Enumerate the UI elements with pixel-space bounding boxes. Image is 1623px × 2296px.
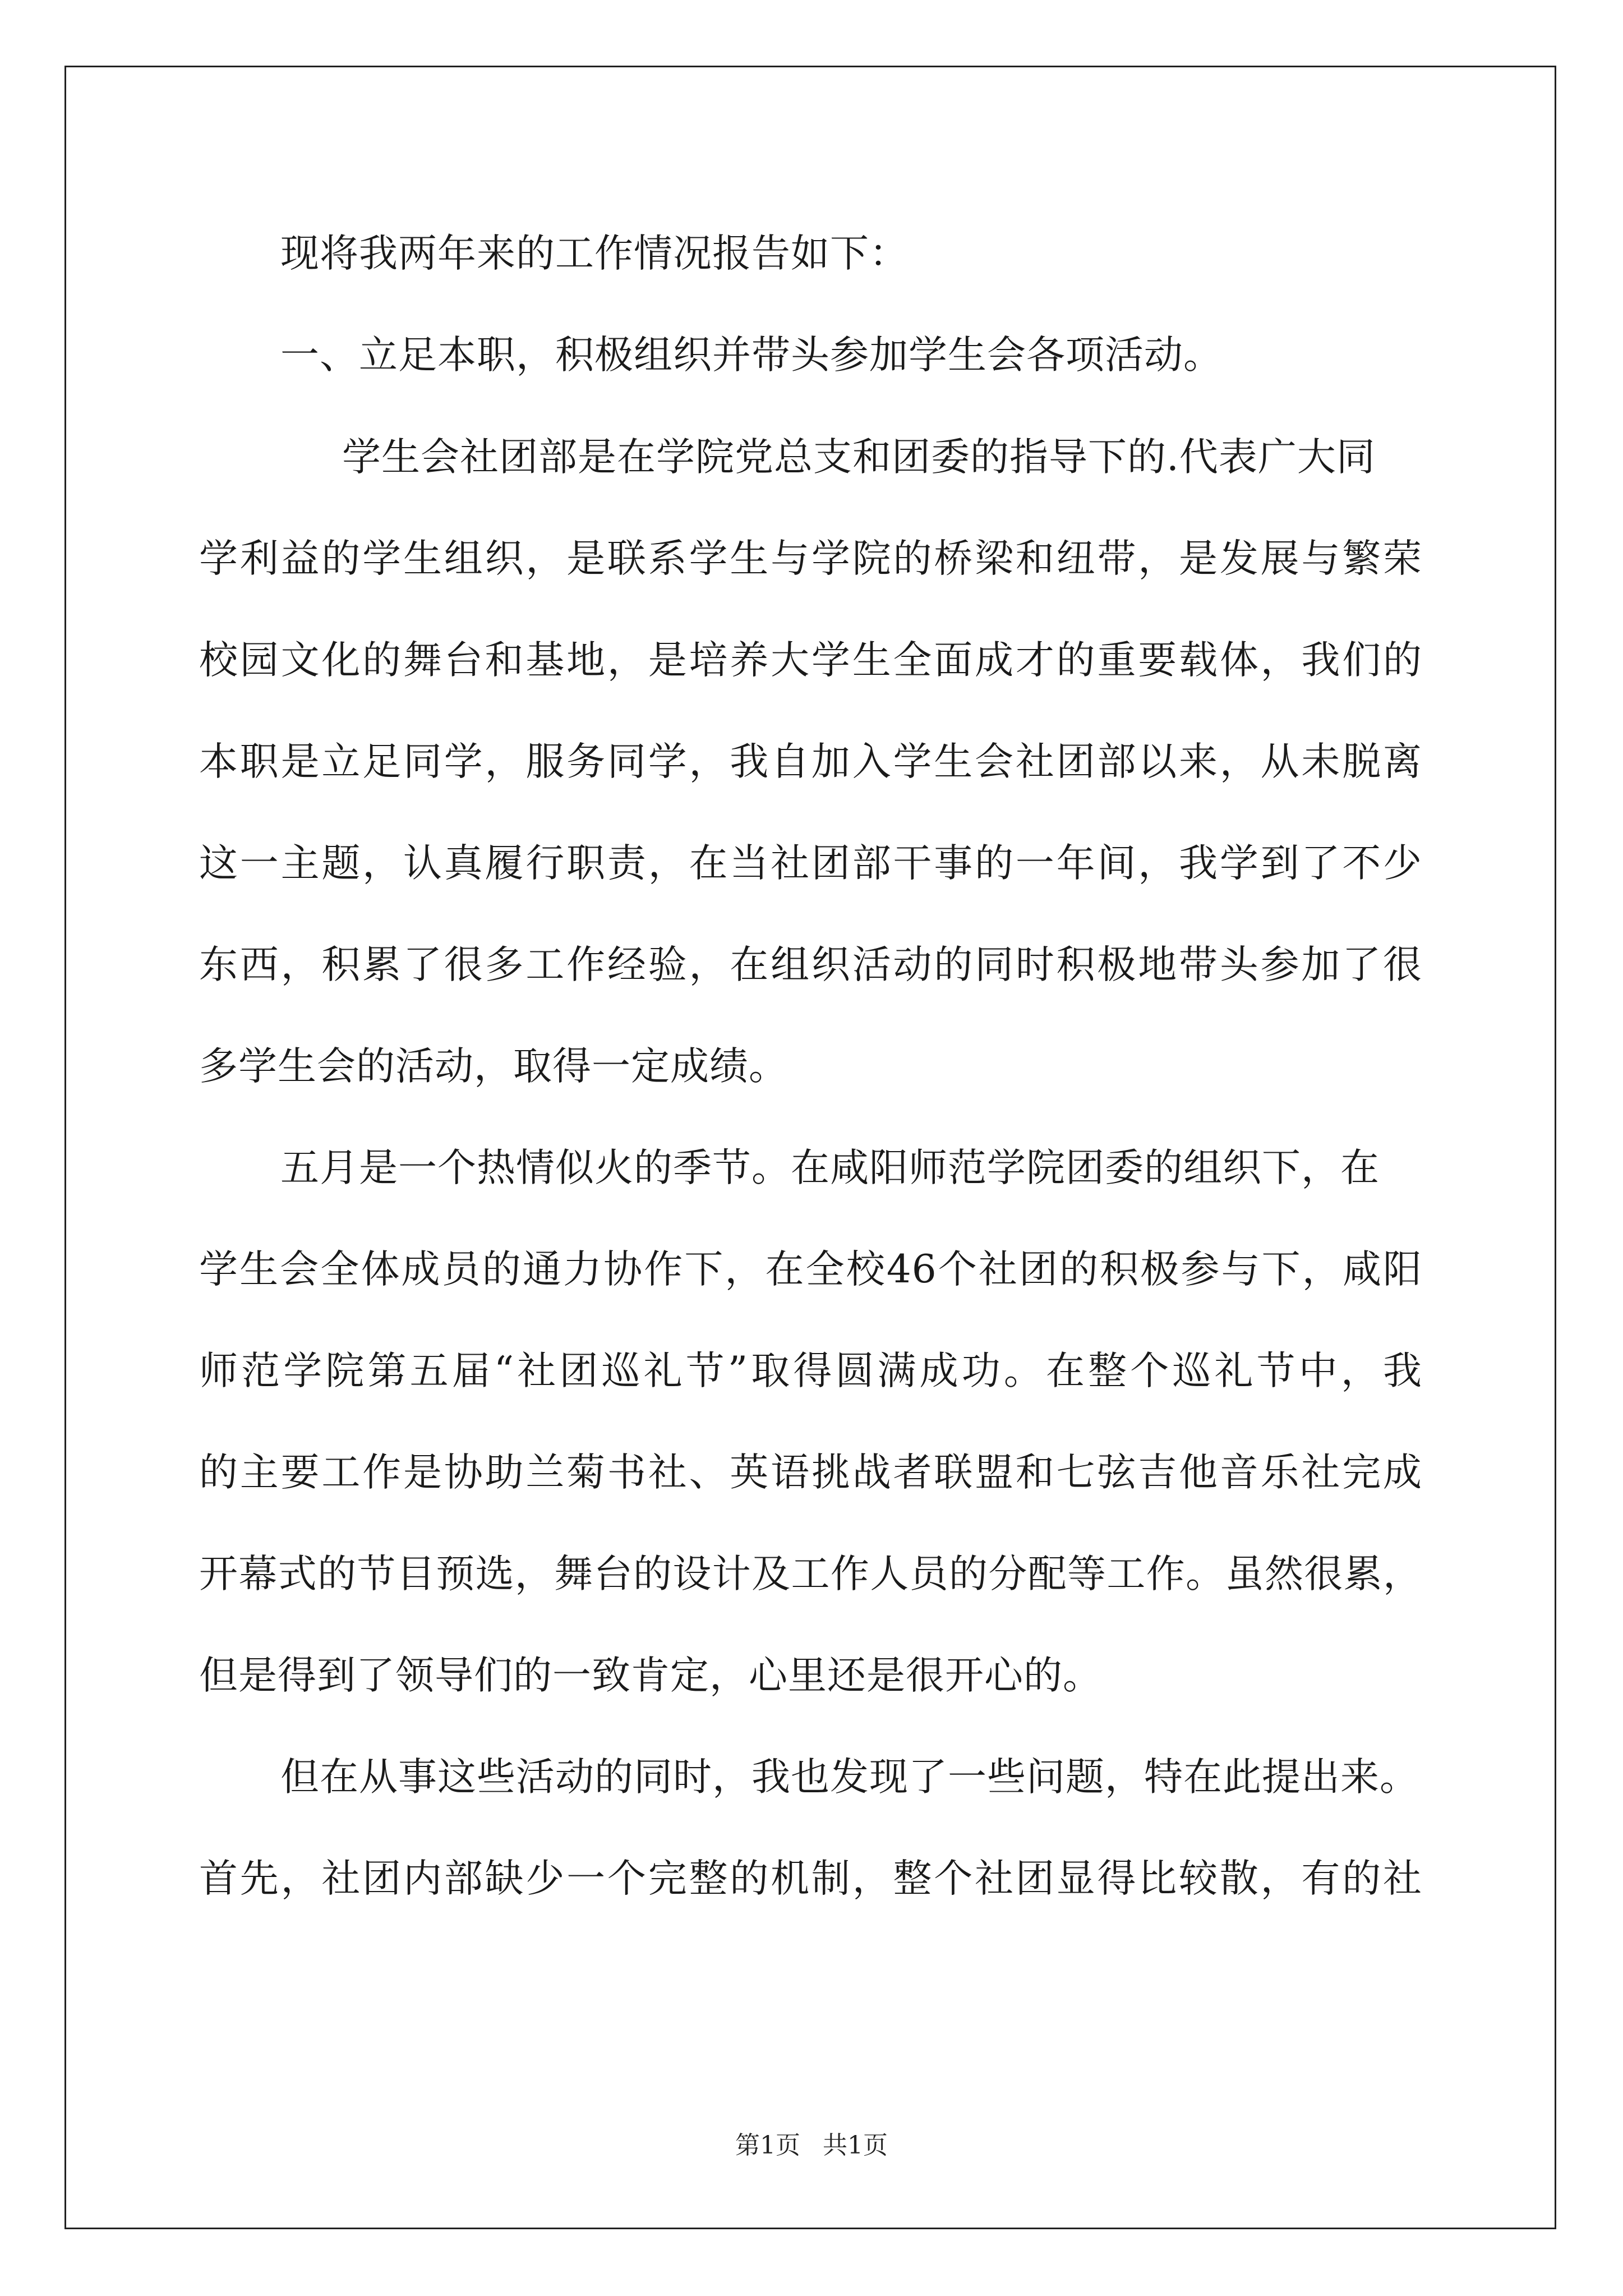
paragraph-line: 但是得到了领导们的一致肯定，心里还是很开心的。 [199,1653,1102,1698]
paragraph-intro: 现将我两年来的工作情况报告如下： [280,231,909,276]
paragraph-line: 这一主题，认真履行职责，在当社团部干事的一年间，我学到了不少 [199,841,1422,886]
paragraph-line: 本职是立足同学，服务同学，我自加入学生会社团部以来，从未脱离 [199,739,1422,784]
paragraph-line: 学生会社团部是在学院党总支和团委的指导下的.代表广大同 [342,435,1376,480]
paragraph-line: 校园文化的舞台和基地，是培养大学生全面成才的重要载体，我们的 [199,638,1422,683]
page-number: 第1页 [735,2131,800,2160]
paragraph-line: 多学生会的活动，取得一定成绩。 [199,1044,788,1089]
paragraph-line: 师范学院第五届“社团巡礼节”取得圆满成功。在整个巡礼节中，我 [199,1349,1422,1393]
paragraph-line: 学生会全体成员的通力协作下，在全校46个社团的积极参与下，咸阳 [199,1247,1422,1292]
section-heading-1: 一、立足本职，积极组织并带头参加学生会各项活动。 [280,333,1223,378]
paragraph-line: 的主要工作是协助兰菊书社、英语挑战者联盟和七弦吉他音乐社完成 [199,1450,1422,1495]
paragraph-line: 学利益的学生组织，是联系学生与学院的桥梁和纽带，是发展与繁荣 [199,536,1422,581]
page-total: 共1页 [823,2131,888,2160]
page-footer [0,2129,1623,2162]
paragraph-line: 但在从事这些活动的同时，我也发现了一些问题，特在此提出来。 [280,1755,1419,1800]
paragraph-line: 五月是一个热情似火的季节。在咸阳师范学院团委的组织下，在 [280,1145,1380,1190]
paragraph-line: 首先，社团内部缺少一个完整的机制，整个社团显得比较散，有的社 [199,1856,1422,1901]
paragraph-line: 东西，积累了很多工作经验，在组织活动的同时积极地带头参加了很 [199,942,1422,987]
paragraph-line: 开幕式的节目预选，舞台的设计及工作人员的分配等工作。虽然很累， [199,1552,1422,1596]
